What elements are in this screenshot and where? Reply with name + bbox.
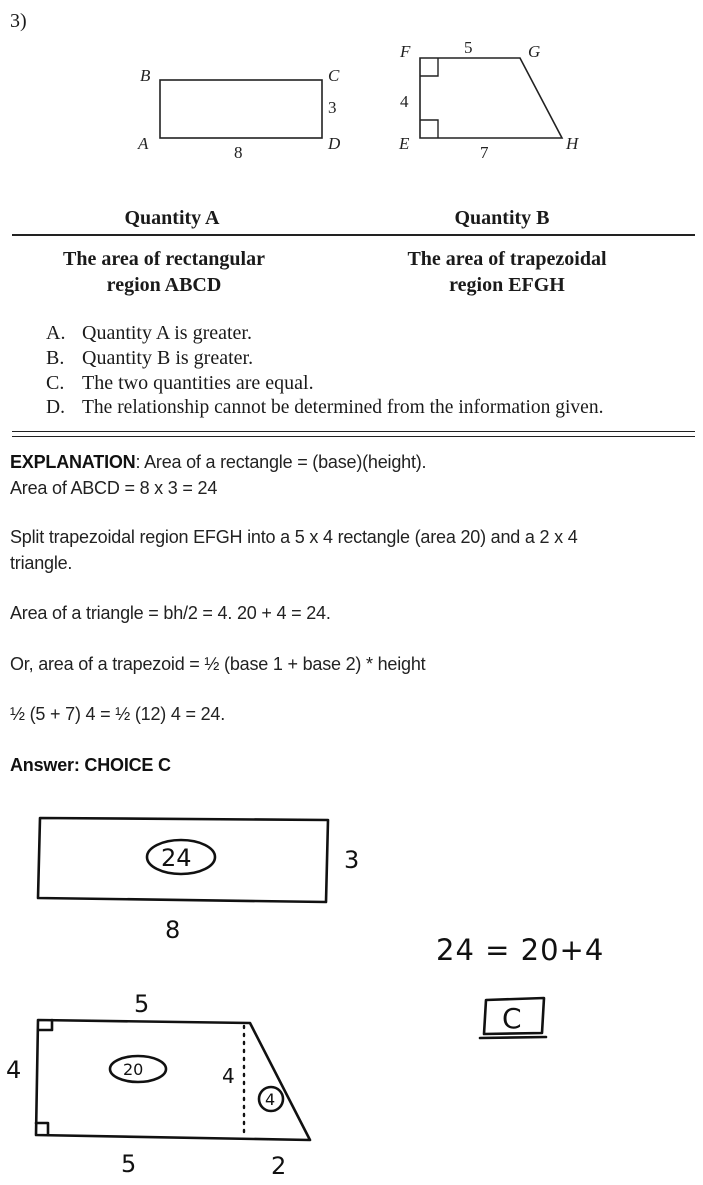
right-angle-mark-e (420, 120, 438, 138)
hand-trapezoid (36, 1020, 310, 1140)
label-a: A (138, 134, 149, 153)
rectangle-abcd (160, 80, 322, 138)
explanation-para4: Or, area of a trapezoid = ½ (base 1 + base 2) * height (10, 654, 426, 674)
answer-line (10, 752, 171, 778)
hand-trap-top: 5 (134, 990, 150, 1018)
handwritten-work (0, 790, 703, 1185)
hand-rect-base: 8 (165, 916, 181, 944)
right-angle-mark-f (420, 58, 438, 76)
answer-text: Answer: CHOICE C (10, 755, 171, 775)
quantity-a-line1: The area of rectangular (62, 248, 265, 270)
trap-bottom-label: 7 (480, 143, 489, 162)
printed-figures (0, 0, 703, 200)
double-rule-bottom (12, 436, 695, 437)
quantity-a-description (24, 246, 304, 298)
label-h: H (566, 134, 579, 153)
explanation-label: EXPLANATION (10, 452, 136, 472)
choice-text: The relationship cannot be determined from the information given. (82, 397, 604, 418)
choice-letter: B. (46, 347, 65, 369)
choice-d[interactable] (46, 397, 603, 419)
hand-right-angle-bottom (36, 1123, 48, 1135)
choice-letter: C. (46, 372, 65, 394)
hand-right-angle-top (38, 1020, 52, 1030)
explanation-para2-line2: triangle. (10, 553, 73, 573)
quantity-b-description (367, 246, 647, 298)
question-number: 3) (10, 10, 27, 32)
hand-trap-bottom-right: 2 (271, 1152, 287, 1180)
hand-boxed-answer: C (502, 1002, 522, 1035)
hand-rect-part-area: 20 (123, 1060, 144, 1079)
hand-trap-bottom-left: 5 (121, 1150, 137, 1178)
trap-top-label: 5 (464, 38, 473, 57)
hand-rect-area: 24 (161, 844, 192, 872)
label-f: F (400, 42, 411, 61)
hand-dotted-height: 4 (222, 1064, 235, 1088)
choice-letter: D. (46, 397, 65, 418)
explanation-line1: EXPLANATION: Area of a rectangle = (base)(height). (10, 452, 427, 472)
quantity-b-line1: The area of trapezoidal (407, 248, 607, 270)
quantity-a-heading: Quantity A (124, 207, 220, 229)
rect-base-label: 8 (234, 143, 243, 162)
choice-text: Quantity A is greater. (82, 322, 252, 344)
explanation-line2: Area of ABCD = 8 x 3 = 24 (10, 478, 218, 498)
hand-triangle-area: 4 (265, 1090, 276, 1109)
hand-equation: 24 = 20+4 (436, 933, 605, 967)
label-g: G (528, 42, 541, 61)
explanation-para2-line1: Split trapezoidal region EFGH into a 5 x 4 rectangle (area 20) and a 2 x 4 (10, 527, 578, 547)
quantity-b-heading: Quantity B (454, 207, 550, 229)
label-e: E (399, 134, 410, 153)
heading-divider (12, 234, 695, 236)
label-c: C (328, 66, 340, 85)
choice-text: Quantity B is greater. (82, 347, 254, 369)
label-d: D (328, 134, 341, 153)
trapezoid-efgh (420, 58, 562, 138)
answer-underline (480, 1037, 546, 1038)
trap-height-label: 4 (400, 92, 409, 111)
choice-letter: A. (46, 322, 66, 344)
choice-text: The two quantities are equal. (82, 372, 314, 394)
choice-b[interactable] (46, 347, 253, 370)
explanation-para5: ½ (5 + 7) 4 = ½ (12) 4 = 24. (10, 704, 226, 724)
choice-a[interactable] (46, 322, 252, 345)
hand-trap-left: 4 (6, 1056, 22, 1084)
label-b: B (140, 66, 151, 85)
quantity-b-line2: region EFGH (449, 274, 565, 296)
double-rule-top (12, 431, 695, 432)
quantity-a-line2: region ABCD (106, 274, 222, 296)
explanation-para3: Area of a triangle = bh/2 = 4. 20 + 4 = 24. (10, 603, 331, 623)
rect-height-label: 3 (328, 98, 337, 117)
choice-c[interactable] (46, 372, 314, 395)
hand-rect-height: 3 (344, 846, 360, 874)
